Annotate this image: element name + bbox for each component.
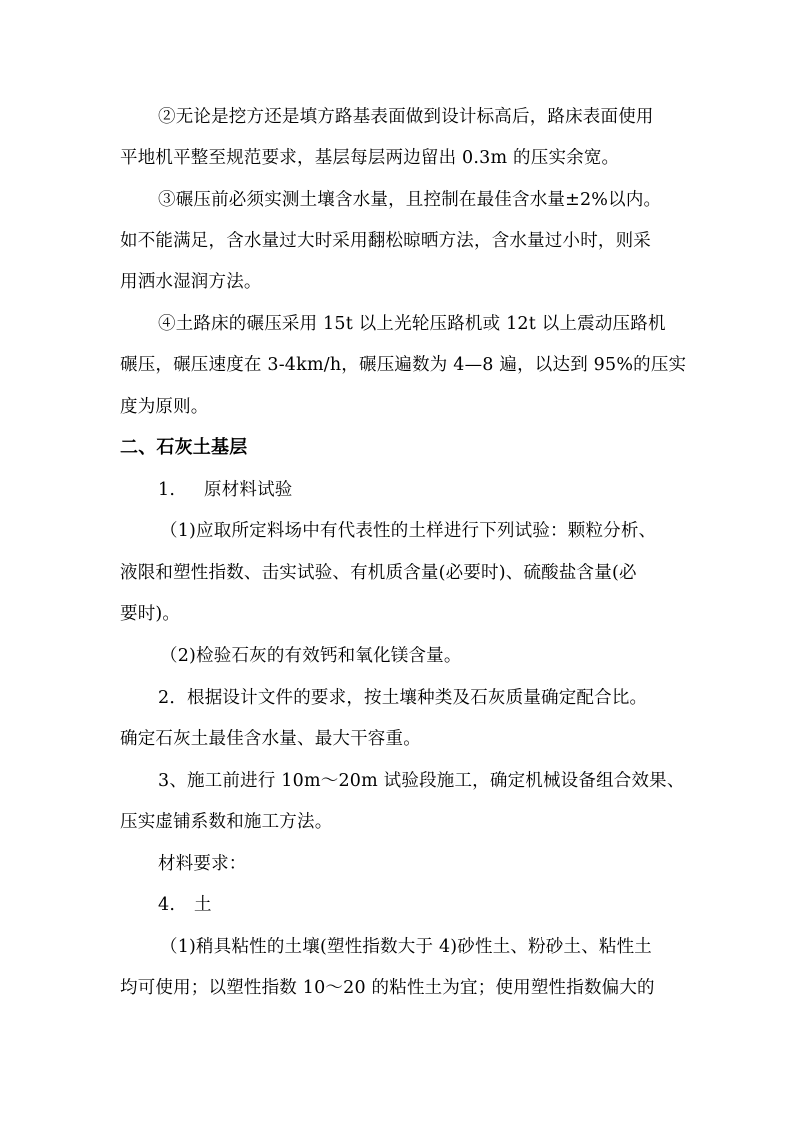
paragraph-line: 材料要求： <box>158 854 247 874</box>
paragraph-line: ④土路床的碾压采用 15t 以上光轮压路机或 12t 以上震动压路机 <box>158 314 666 334</box>
item-number: 4. <box>158 895 176 915</box>
paragraph-line: 平地机平整至规范要求，基层每层两边留出 0.3m 的压实余宽。 <box>120 148 620 168</box>
paragraph-line: 用洒水湿润方法。 <box>120 272 262 292</box>
paragraph-line: 2．根据设计文件的要求，按土壤种类及石灰质量确定配合比。 <box>158 688 648 708</box>
paragraph-line: 确定石灰土最佳含水量、最大干容重。 <box>120 729 421 749</box>
paragraph-line: 度为原则。 <box>120 397 209 417</box>
item-text: 原材料试验 <box>204 480 293 500</box>
section-heading: 二、石灰土基层 <box>120 437 248 458</box>
paragraph-line: 要时)。 <box>120 604 181 624</box>
paragraph-line: ②无论是挖方还是填方路基表面做到设计标高后，路床表面使用 <box>158 107 654 127</box>
paragraph-line: 碾压，碾压速度在 3-4km/h，碾压遍数为 4—8 遍，以达到 95%的压实 <box>120 355 687 375</box>
item-text: 土 <box>194 895 212 915</box>
paragraph-line: （1)稍具粘性的土壤(塑性指数大于 4)砂性土、粉砂土、粘性土 <box>160 937 653 957</box>
numbered-item <box>158 478 293 502</box>
paragraph-line: （2)检验石灰的有效钙和氧化镁含量。 <box>160 646 462 666</box>
item-number: 1. <box>158 480 176 500</box>
paragraph-line: 3、施工前进行 10m～20m 试验段施工，确定机械设备组合效果、 <box>158 771 685 791</box>
paragraph-line: （1)应取所定料场中有代表性的土样进行下列试验：颗粒分析、 <box>160 521 657 541</box>
paragraph-line: 液限和塑性指数、击实试验、有机质含量(必要时)、硫酸盐含量(必 <box>120 563 637 583</box>
paragraph-line: 如不能满足，含水量过大时采用翻松晾晒方法，含水量过小时，则采 <box>120 231 651 251</box>
numbered-item <box>158 893 212 917</box>
paragraph-line: 压实虚铺系数和施工方法。 <box>120 812 333 832</box>
paragraph-line: ③碾压前必须实测土壤含水量，且控制在最佳含水量±2%以内。 <box>158 190 662 210</box>
paragraph-line: 均可使用；以塑性指数 10～20 的粘性土为宜；使用塑性指数偏大的 <box>120 978 655 998</box>
